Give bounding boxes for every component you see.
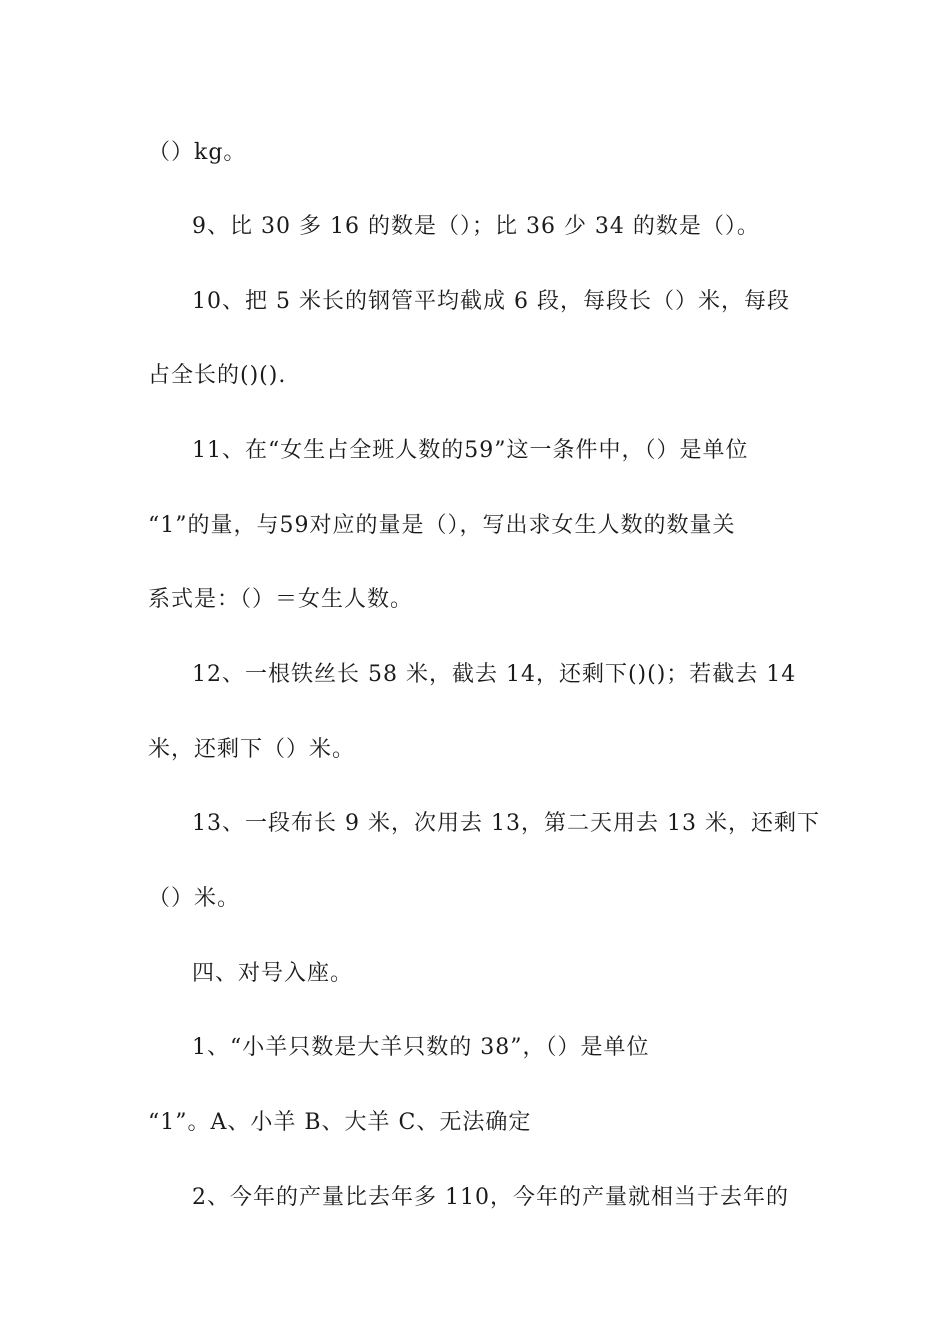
text-line-mc-1-options: “1”。A、小羊 B、大羊 C、无法确定 <box>148 1110 532 1135</box>
text-line-mc-2: 2、今年的产量比去年多 110，今年的产量就相当于去年的 <box>192 1185 789 1210</box>
section-heading: 四、对号入座。 <box>192 961 354 986</box>
text-line-question-12-cont: 米，还剩下（）米。 <box>148 737 356 762</box>
text-line-question-10-cont: 占全长的()(). <box>148 363 287 388</box>
text-line-continuation-kg: （）kg。 <box>148 140 247 165</box>
text-line-question-13: 13、一段布长 9 米，次用去 13，第二天用去 13 米，还剩下 <box>192 811 820 836</box>
text-line-question-10: 10、把 5 米长的钢管平均截成 6 段，每段长（）米，每段 <box>192 289 790 314</box>
text-line-question-12: 12、一根铁丝长 58 米，截去 14，还剩下()()；若截去 14 <box>192 662 797 687</box>
text-line-question-9: 9、比 30 多 16 的数是（）；比 36 少 34 的数是（）。 <box>192 214 760 239</box>
text-line-question-11-cont1: “1”的量，与59对应的量是（），写出求女生人数的数量关 <box>148 513 736 538</box>
text-line-question-11: 11、在“女生占全班人数的59”这一条件中，（）是单位 <box>192 438 749 463</box>
text-line-mc-1: 1、“小羊只数是大羊只数的 38”，（）是单位 <box>192 1035 650 1060</box>
text-line-question-13-cont: （）米。 <box>148 886 241 911</box>
text-line-question-11-cont2: 系式是：（）＝女生人数。 <box>148 587 414 612</box>
